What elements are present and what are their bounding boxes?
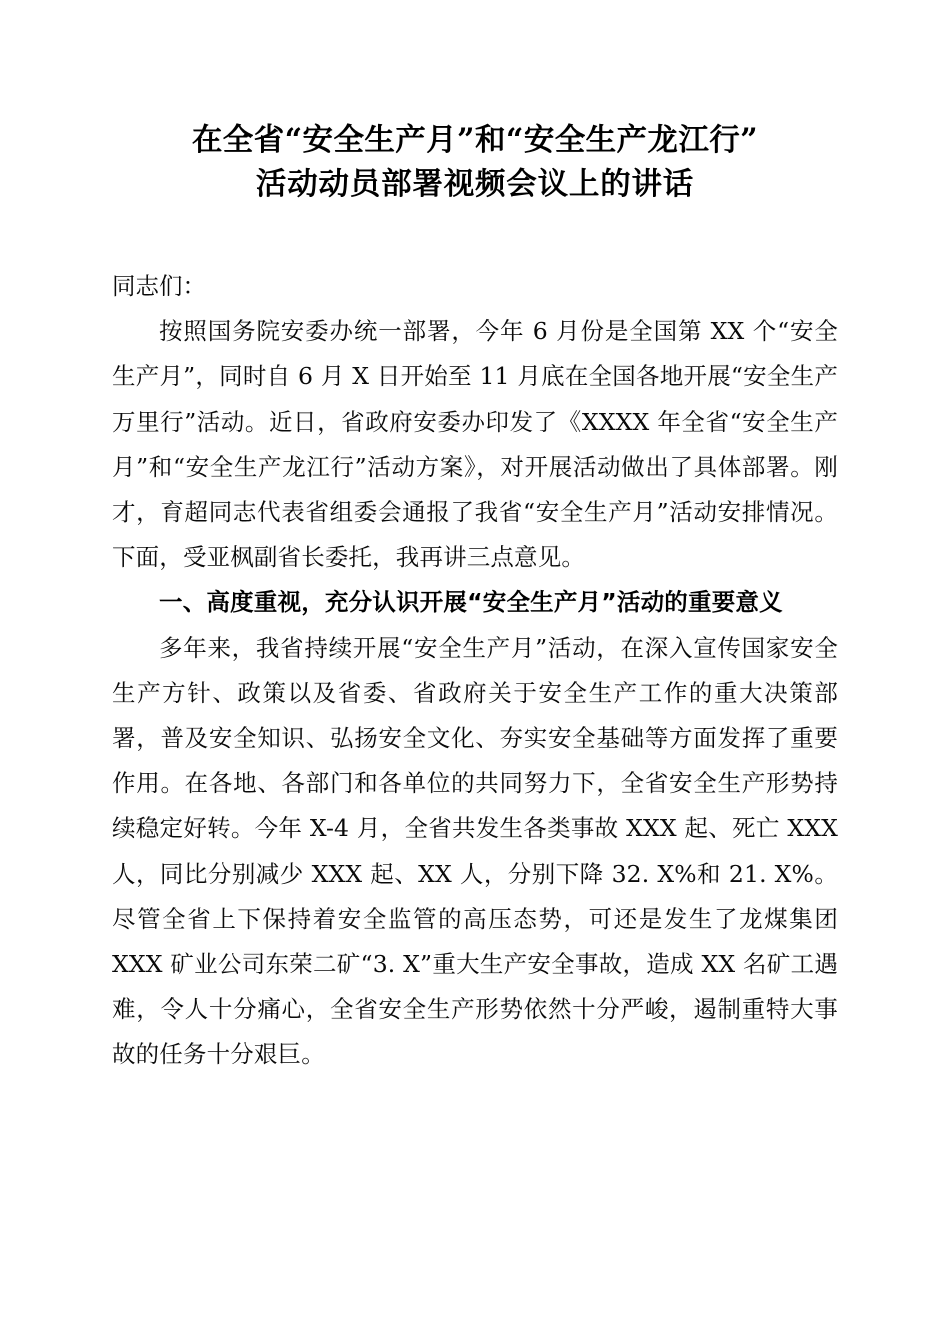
section-heading-1: 一、高度重视，充分认识开展“安全生产月”活动的重要意义 [159,588,783,617]
page-title-line-1: 在全省“安全生产月”和“安全生产龙江行” [191,122,759,158]
page-title [112,118,838,206]
paragraph-intro: 按照国务院安委办统一部署，今年 6 月份是全国第 XX 个“安全生产月”，同时自 6 月 X 日开始至 11 月底在全国各地开展“安全生产万里行”活动。近日，省政府安委办印发了《XXXX 年全省“安全生产月”和“安全生产龙江行”活动方案》，对开展活动做出了具体部署。刚才，育超同志代表省组委会通报了我省“安全生产月”活动安排情况。下面，受亚枫副省长委托，我再讲三点意见。 [112,317,838,572]
document-body [112,118,838,1078]
salutation: 同志们： [112,272,206,300]
title-spacer [112,206,838,264]
paragraph-section-1-body: 多年来，我省持续开展“安全生产月”活动，在深入宣传国家安全生产方针、政策以及省委、省政府关于安全生产工作的重大决策部署，普及安全知识、弘扬安全文化、夯实安全基础等方面发挥了重要作用。在各地、各部门和各单位的共同努力下，全省安全生产形势持续稳定好转。今年 X-4 月，全省共发生各类事故 XXX 起、死亡 XXX 人，同比分别减少 XXX 起、XX 人，分别下降 32. X%和 21. X%。尽管全省上下保持着安全监管的高压态势，可还是发生了龙煤集团 XXX 矿业公司东荣二矿“3. X”重大生产安全事故，造成 XX 名矿工遇难，令人十分痛心，全省安全生产形势依然十分严峻，遏制重特大事故的任务十分艰巨。 [112,633,838,1069]
page-title-line-2: 活动动员部署视频会议上的讲话 [255,166,695,202]
